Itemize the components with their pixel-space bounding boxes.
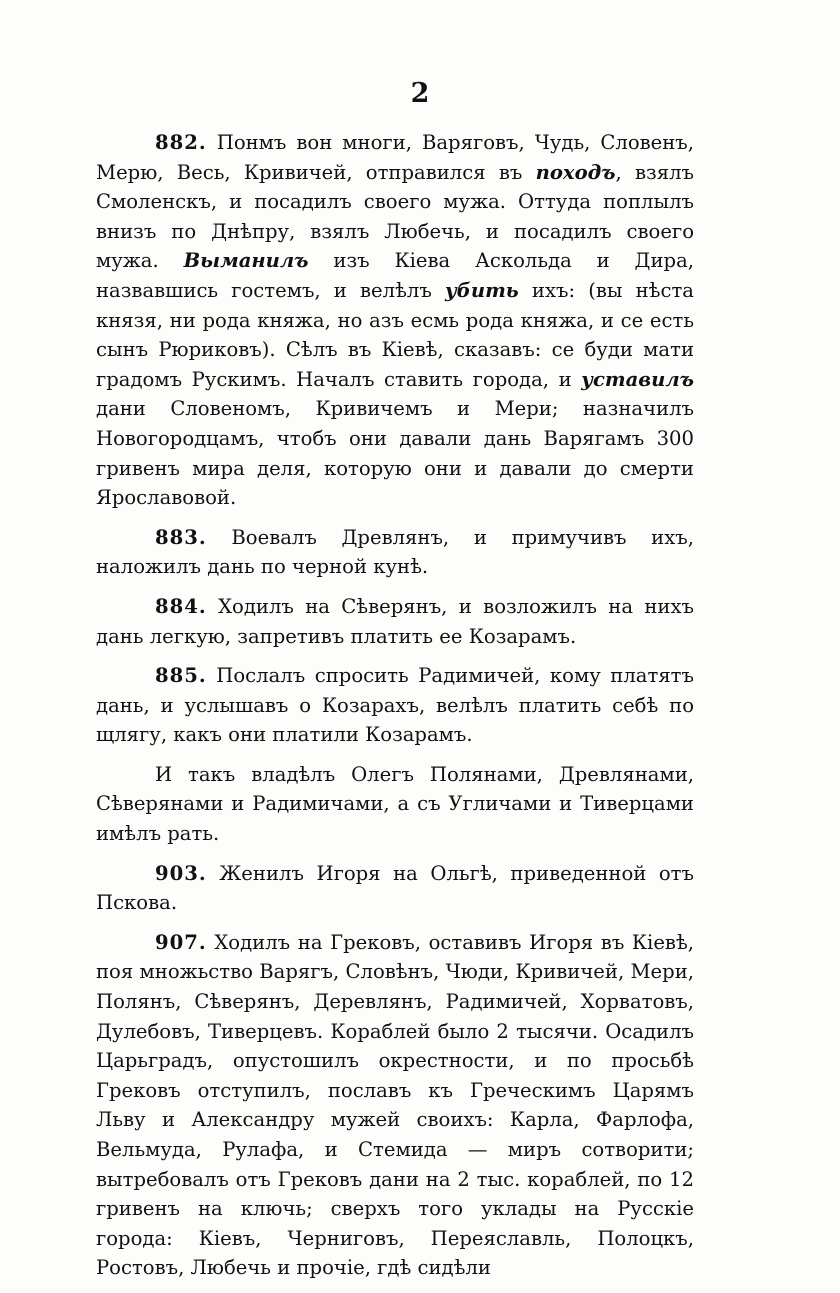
page-number: 2 <box>410 78 430 109</box>
text-segment: ихъ: (вы нѣста князя, ни рода княжа, но азъ есмь рода княжа, и се есть сынъ Рюриковъ). Сѣлъ въ Кіевѣ, сказавъ: се буди мати градомъ Рускимъ. Началъ ставить города, и <box>96 278 694 391</box>
text-segment: И такъ владѣлъ Олегъ Полянами, Древлянами, Сѣверянами и Радимичами, а съ Угличами и Тиверцами имѣлъ рать. <box>96 762 694 846</box>
emphasized-word: Выманилъ <box>183 249 309 273</box>
text-segment: дани Словеномъ, Кривичемъ и Мери; назначилъ Новогородцамъ, чтобъ они давали дань Варягамъ 300 гривенъ мира деля, которую они и давали до смерти Ярославовой. <box>96 397 694 510</box>
paragraph <box>96 928 694 1283</box>
year-label: 883. <box>155 525 207 549</box>
paragraph <box>96 592 694 651</box>
year-label: 885. <box>155 664 207 688</box>
paragraph <box>96 661 694 750</box>
text-segment: Ходилъ на Сѣверянъ, и возложилъ на нихъ дань легкую, запретивъ платить ее Козарамъ. <box>96 594 694 648</box>
text-segment: изъ Кіева Аскольда и Дира, назвавшись гостемъ, и велѣлъ <box>96 249 695 302</box>
text-segment: , взялъ Смоленскъ, и посадилъ своего мужа. Оттуда поплылъ внизъ по Днѣпру, взялъ Любечь, и посадилъ своего мужа. <box>96 160 695 273</box>
year-label: 907. <box>155 930 207 954</box>
body-text <box>96 128 694 1293</box>
text-segment: Понмъ вон многи, Варяговъ, Чудь, Словенъ, Мерю, Весь, Кривичей, отправился въ <box>96 131 694 184</box>
paragraph <box>96 760 694 849</box>
text-segment: Воевалъ Древлянъ, и примучивъ ихъ, наложилъ дань по черной кунѣ. <box>96 525 694 579</box>
text-segment: Женилъ Игоря на Ольгѣ, приведенной отъ Пскова. <box>96 861 694 915</box>
emphasized-word: походъ <box>535 160 616 184</box>
emphasized-word: уставилъ <box>581 367 694 391</box>
paragraph <box>96 523 694 582</box>
year-label: 903. <box>155 861 207 885</box>
paragraph <box>96 859 694 918</box>
year-label: 882. <box>155 131 207 154</box>
year-label: 884. <box>155 594 207 618</box>
emphasized-word: убить <box>444 278 519 302</box>
text-segment: Ходилъ на Грековъ, оставивъ Игоря въ Кіевѣ, поя множьство Варягъ, Словѣнъ, Чюди, Кривичей, Мери, Полянъ, Сѣверянъ, Деревлянъ, Радимичей, Хорватовъ, Дулебовъ, Тиверцевъ. Кораблей было 2 тысячи. Осадилъ Царьградъ, опустошилъ окрестности, и по просьбѣ Грековъ отступилъ, пославъ къ Греческимъ Царямъ Льву и Александру мужей своихъ: Карла, Фарлофа, Вельмуда, Рулафа, и Стемида — миръ сотворити; вытребовалъ отъ Грековъ дани на 2 тыс. кораблей, по 12 гривенъ на ключь; сверхъ того уклады на Русскіе города: Кіевъ, Черниговъ, Переяславль, Полоцкъ, Ростовъ, Любечь и прочіе, гдѣ сидѣли <box>96 930 694 1280</box>
paragraph <box>96 128 694 513</box>
text-segment: Послалъ спросить Радимичей, кому платятъ дань, и услышавъ о Козарахъ, велѣлъ платить себѣ по щлягу, какъ они платили Козарамъ. <box>96 664 694 747</box>
